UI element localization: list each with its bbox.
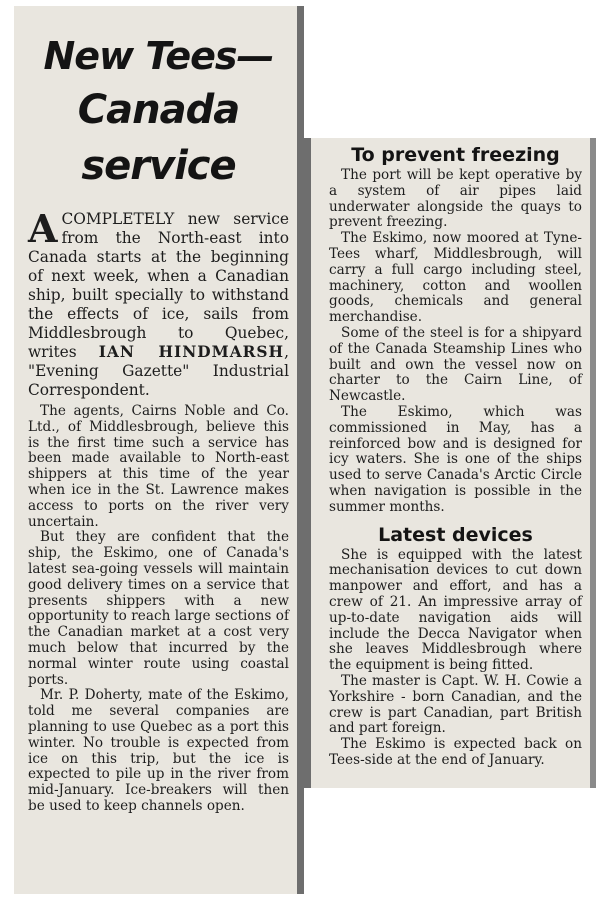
headline-line-2: Canada [77, 87, 240, 133]
right-paragraph-2: The Eskimo, now moored at Tyne-Tees wharf, Middlesbrough, will carry a full cargo including steel, machinery, cotton and woollen goods, chemicals and general merchandise. [329, 230, 582, 326]
right-paragraph-3: Some of the steel is for a shipyard of the Canada Steamship Lines who built and own the vessel now on charter to the Cairn Line, of Newcastle. [329, 324, 582, 405]
article-column-right [304, 138, 596, 788]
byline-name: IAN HINDMARSH [98, 343, 285, 361]
right-paragraph-1: The port will be kept operative by a system of air pipes laid underwater alongside the quays to prevent freezing. [329, 167, 582, 231]
subhead-latest-devices: Latest devices [378, 523, 533, 546]
intro-paragraph [28, 206, 289, 400]
left-paragraph-3: Mr. P. Doherty, mate of the Eskimo, told me several companies are planning to use Quebec as a port this winter. No trouble is expected from ice on this trip, but the ice is expected to pile up in the river from mid-January. Ice-breakers will then be used to keep channels open. [28, 687, 289, 814]
headline-line-3: service [81, 143, 236, 189]
right-paragraph-4: The Eskimo, which was commissioned in May, has a reinforced bow and is designed for icy waters. She is one of the ships used to serve Canada's Arctic Circle when navigation is possible in the summer months. [329, 403, 582, 515]
subhead-to-prevent-freezing: To prevent freezing [351, 144, 560, 166]
left-paragraph-1: The agents, Cairns Noble and Co. Ltd., of Middlesbrough, believe this is the first time such a service has been made available to North-east shippers at this time of the year when ice in the St. Lawrence makes access to ports on the river very uncertain. [28, 403, 289, 530]
intro-text: COMPLETELY new service from the North-east into Canada starts at the beginning of next week, when a Canadian ship, built specially to withstand the effects of ice, sails from Middlesbrough to Quebec, writes [28, 210, 289, 361]
drop-cap: A [28, 206, 58, 251]
article-column-left [14, 6, 304, 894]
right-paragraph-6: The master is Capt. W. H. Cowie a Yorkshire - born Canadian, and the crew is part Canadian, part British and part foreign. [329, 672, 582, 737]
left-paragraph-2: But they are confident that the ship, the Eskimo, one of Canada's latest sea-going vessels will maintain good delivery times on a service that presents shippers with a new opportunity to reach large sections of the Canadian market at a cost very much below that incurred by the normal winter route using coastal ports. [28, 529, 289, 688]
right-paragraph-7: The Eskimo is expected back on Tees-side at the end of January. [329, 736, 582, 768]
right-paragraph-5: She is equipped with the latest mechanisation devices to cut down manpower and effort, and has a crew of 21. An impressive array of up-to-date navigation aids will include the Decca Navigator when she leaves Middlesbrough where the equipment is being fitted. [329, 546, 582, 674]
headline-line-1: New Tees— [43, 34, 274, 78]
byline-suffix: , "Evening Gazette" Industrial Correspondent. [28, 343, 289, 399]
